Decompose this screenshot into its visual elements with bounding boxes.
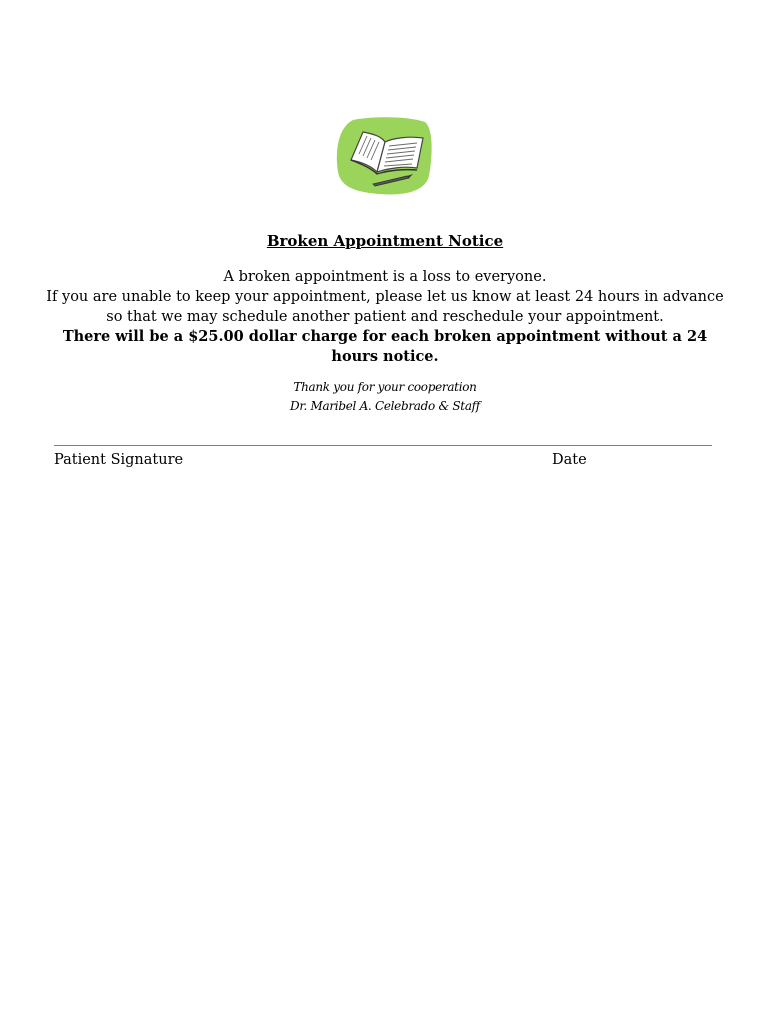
closing-signoff: Dr. Maribel A. Celebrado & Staff [290,399,480,413]
date-label: Date [552,452,587,468]
closing-block [0,378,770,416]
signature-line [54,445,712,446]
notice-line-loss: A broken appointment is a loss to everyone. [223,269,547,285]
patient-signature-label: Patient Signature [54,452,184,468]
notice-charge: There will be a $25.00 dollar charge for each broken appointment without a 24 hours notice. [62,328,708,365]
open-book-with-pen-icon [333,114,435,198]
closing-thanks: Thank you for your cooperation [293,380,477,394]
notice-body [45,267,725,367]
notice-line-advance: If you are unable to keep your appointment, please let us know at least 24 hours in advance so that we may schedule another patient and reschedule your appointment. [46,289,724,325]
notice-title: Broken Appointment Notice [266,232,504,250]
